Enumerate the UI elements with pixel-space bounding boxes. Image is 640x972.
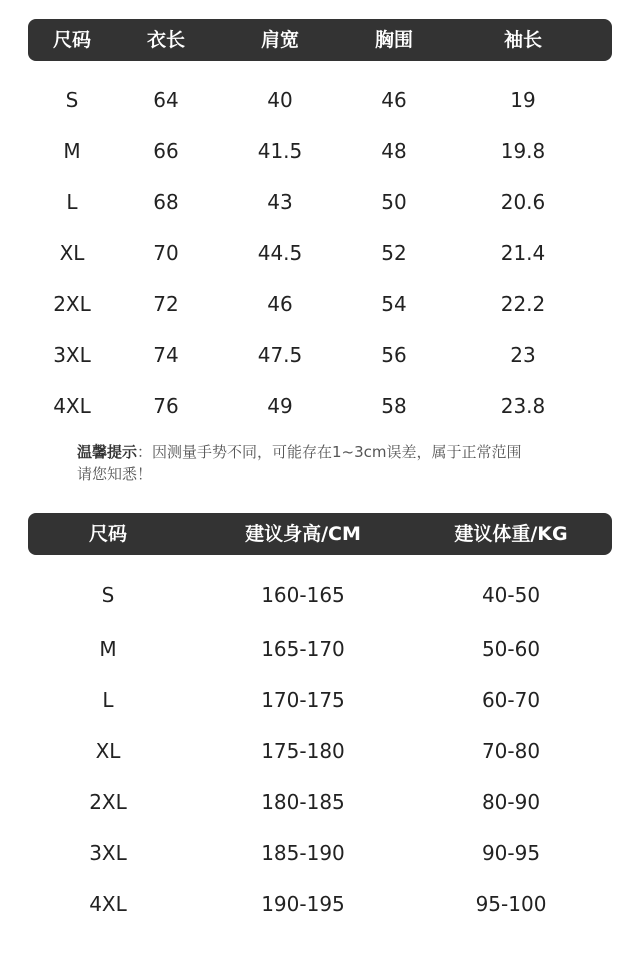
cell-length: 68	[153, 190, 179, 214]
cell-size: L	[66, 190, 78, 214]
table-row	[0, 85, 640, 115]
cell-shoulder: 44.5	[257, 241, 303, 265]
table-row	[0, 136, 640, 166]
note-line-2: 请您知悉！	[77, 465, 153, 483]
cell-chest: 56	[381, 343, 407, 367]
cell-size: XL	[95, 739, 121, 763]
cell-chest: 46	[381, 88, 407, 112]
table-row	[0, 889, 640, 919]
cell-size: XL	[59, 241, 85, 265]
cell-size: 4XL	[53, 394, 91, 418]
cell-sleeve: 22.2	[500, 292, 546, 316]
cell-sleeve: 19.8	[500, 139, 546, 163]
cell-shoulder: 43	[267, 190, 293, 214]
cell-sleeve: 23.8	[500, 394, 546, 418]
cell-chest: 48	[381, 139, 407, 163]
cell-sleeve: 23	[510, 343, 536, 367]
cell-length: 66	[153, 139, 179, 163]
cell-weight: 60-70	[481, 688, 541, 712]
cell-length: 72	[153, 292, 179, 316]
table-row	[0, 685, 640, 715]
header-sleeve: 袖长	[503, 29, 543, 51]
size-table-header	[28, 19, 612, 61]
cell-height: 190-195	[261, 892, 345, 916]
cell-weight: 80-90	[481, 790, 541, 814]
cell-size: M	[63, 139, 81, 163]
cell-weight: 40-50	[481, 583, 541, 607]
table-row	[0, 838, 640, 868]
cell-chest: 52	[381, 241, 407, 265]
cell-height: 175-180	[261, 739, 345, 763]
cell-chest: 50	[381, 190, 407, 214]
table-row	[0, 634, 640, 664]
note-text: ：因测量手势不同，可能存在1~3cm误差，属于正常范围	[137, 443, 522, 461]
table-row	[0, 391, 640, 421]
cell-size: 3XL	[89, 841, 127, 865]
table-row	[0, 580, 640, 610]
cell-height: 170-175	[261, 688, 345, 712]
cell-shoulder: 46	[267, 292, 293, 316]
cell-weight: 70-80	[481, 739, 541, 763]
cell-height: 165-170	[261, 637, 345, 661]
measurement-note	[77, 441, 597, 485]
cell-size: 2XL	[53, 292, 91, 316]
cell-size: M	[99, 637, 117, 661]
table-row	[0, 736, 640, 766]
cell-height: 185-190	[261, 841, 345, 865]
cell-length: 76	[153, 394, 179, 418]
cell-shoulder: 47.5	[257, 343, 303, 367]
cell-height: 180-185	[261, 790, 345, 814]
cell-weight: 95-100	[475, 892, 547, 916]
note-label: 温馨提示	[77, 443, 138, 461]
header-weight: 建议体重/KG	[454, 523, 568, 545]
header-length: 衣长	[146, 29, 186, 51]
table-row	[0, 340, 640, 370]
cell-weight: 90-95	[481, 841, 541, 865]
header-height: 建议身高/CM	[245, 523, 361, 545]
cell-sleeve: 19	[510, 88, 536, 112]
recommend-table-header	[28, 513, 612, 555]
cell-size: S	[65, 88, 79, 112]
table-row	[0, 787, 640, 817]
cell-weight: 50-60	[481, 637, 541, 661]
header-chest: 胸围	[374, 29, 414, 51]
cell-shoulder: 49	[267, 394, 293, 418]
cell-size: 2XL	[89, 790, 127, 814]
header-shoulder: 肩宽	[260, 29, 300, 51]
table-row	[0, 289, 640, 319]
cell-chest: 58	[381, 394, 407, 418]
header-size: 尺码	[52, 29, 92, 51]
cell-shoulder: 40	[267, 88, 293, 112]
note-line-1	[77, 441, 597, 463]
cell-sleeve: 20.6	[500, 190, 546, 214]
cell-length: 64	[153, 88, 179, 112]
cell-size: L	[102, 688, 114, 712]
cell-shoulder: 41.5	[257, 139, 303, 163]
table-row	[0, 238, 640, 268]
cell-sleeve: 21.4	[500, 241, 546, 265]
cell-size: 4XL	[89, 892, 127, 916]
cell-size: S	[101, 583, 115, 607]
table-row	[0, 187, 640, 217]
cell-size: 3XL	[53, 343, 91, 367]
cell-length: 74	[153, 343, 179, 367]
cell-height: 160-165	[261, 583, 345, 607]
header-size: 尺码	[88, 523, 128, 545]
cell-chest: 54	[381, 292, 407, 316]
cell-length: 70	[153, 241, 179, 265]
